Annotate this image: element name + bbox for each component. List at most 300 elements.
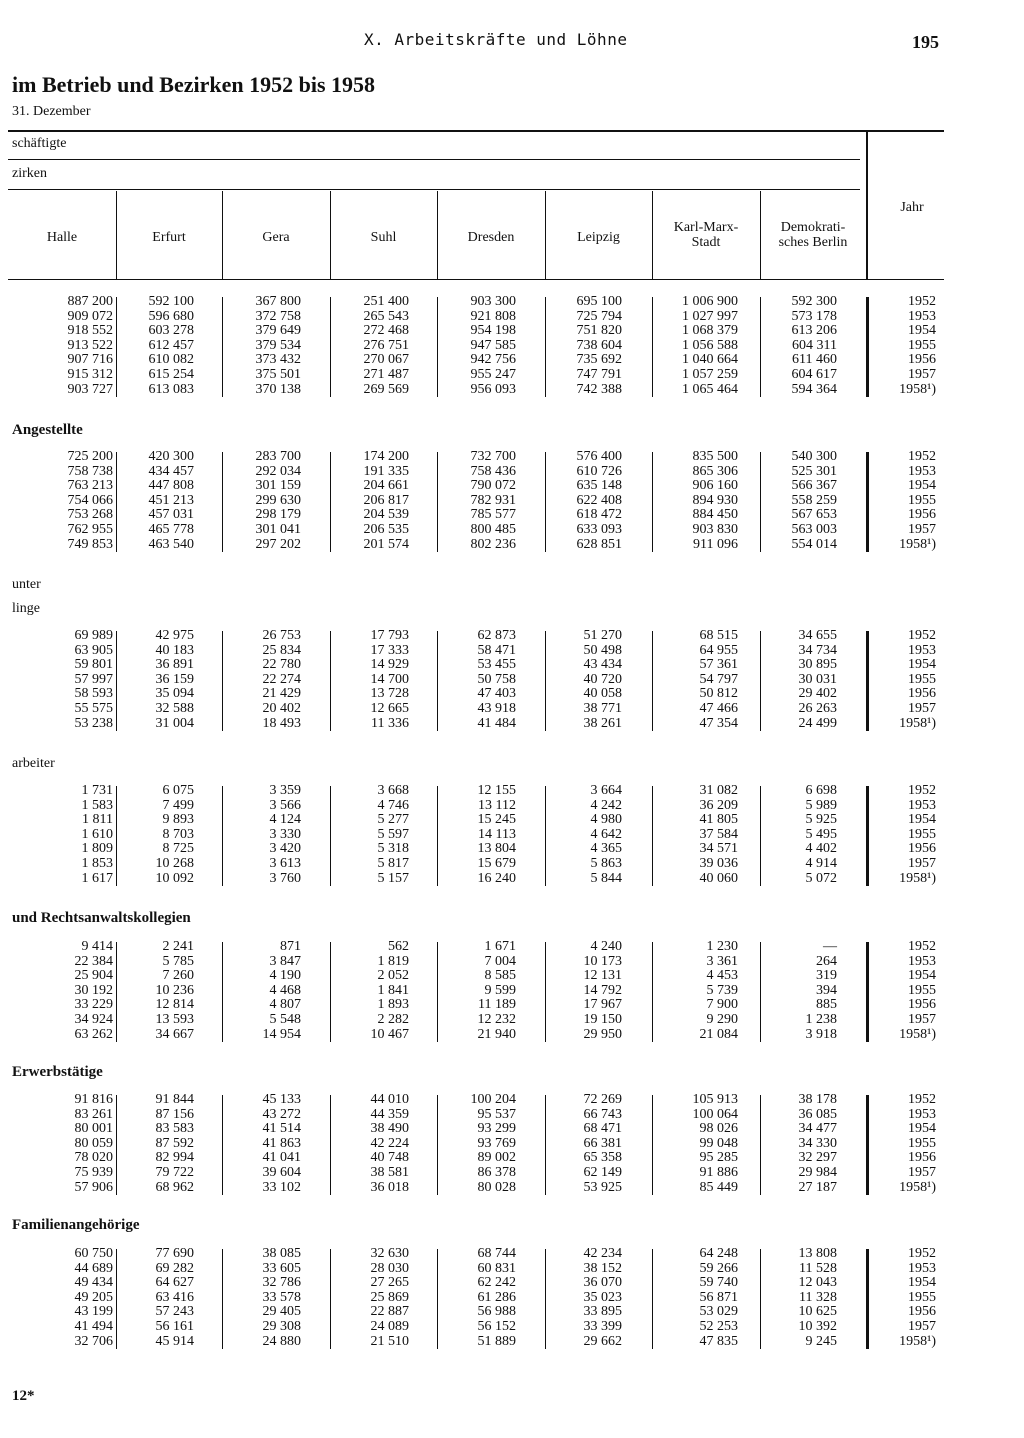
table-cell: 554 014	[791, 536, 837, 552]
table-cell: 903 300	[470, 294, 516, 309]
table-cell: 10 268	[155, 856, 194, 871]
table-cell: 563 003	[791, 522, 837, 537]
year-cell: 1955	[908, 1135, 936, 1151]
table-cell: 749 853	[67, 536, 113, 552]
table-cell: 24 499	[798, 715, 837, 731]
table-cell: 592 300	[791, 294, 837, 309]
table-cell: 30 192	[74, 982, 113, 998]
table-cell: 558 259	[791, 492, 837, 508]
table-cell: 301 159	[255, 478, 301, 494]
table-cell: 33 605	[262, 1260, 301, 1276]
table-cell: 5 277	[377, 812, 409, 828]
table-cell: 59 266	[699, 1260, 738, 1276]
table-cell: 906 160	[692, 478, 738, 494]
table-cell: 24 880	[262, 1333, 301, 1349]
table-cell: 38 261	[583, 715, 622, 731]
table-cell: 34 667	[155, 1026, 194, 1042]
table-cell: 4 190	[269, 968, 301, 984]
table-cell: 61 286	[477, 1289, 516, 1305]
table-cell: 10 092	[155, 870, 194, 886]
table-cell: 954 198	[470, 323, 516, 339]
header-rule-1	[8, 159, 860, 160]
table-cell: 379 534	[255, 337, 301, 353]
table-cell: 63 416	[155, 1289, 194, 1305]
table-cell: 21 084	[699, 1026, 738, 1042]
table-cell: 12 814	[155, 997, 194, 1013]
table-cell: 915 312	[67, 367, 113, 382]
table-cell: 58 593	[74, 686, 113, 702]
table-cell: 604 617	[791, 367, 837, 382]
table-cell: 38 490	[370, 1121, 409, 1137]
table-cell: 32 706	[74, 1333, 113, 1349]
table-cell: 1 056 588	[682, 337, 738, 353]
table-cell: 75 939	[74, 1165, 113, 1180]
running-title: X. Arbeitskräfte und Löhne	[364, 30, 628, 49]
table-cell: 10 236	[155, 982, 194, 998]
table-cell: 62 242	[477, 1275, 516, 1291]
table-cell: 465 778	[148, 522, 194, 537]
header-row-1-label: schäftigte	[12, 136, 67, 151]
year-cell: 1958¹)	[899, 381, 936, 397]
table-cell: 38 178	[798, 1092, 837, 1107]
table-cell: 24 089	[370, 1319, 409, 1334]
table-cell: 5 072	[805, 870, 837, 886]
year-cell: 1955	[908, 671, 936, 687]
table-cell: 5 495	[805, 826, 837, 842]
table-cell: 174 200	[363, 449, 409, 464]
table-cell: 13 593	[155, 1012, 194, 1027]
year-cell: 1956	[908, 507, 936, 523]
table-cell: 95 285	[699, 1150, 738, 1166]
section-label: arbeiter	[12, 756, 55, 771]
table-cell: 17 333	[370, 642, 409, 658]
table-cell: 9 290	[706, 1012, 738, 1027]
table-cell: 29 308	[262, 1319, 301, 1334]
table-cell: 40 720	[583, 671, 622, 687]
table-cell: 29 662	[583, 1333, 622, 1349]
year-cell: 1958¹)	[899, 1026, 936, 1042]
table-cell: 1 057 259	[682, 367, 738, 382]
year-cell: 1955	[908, 1289, 936, 1305]
table-cell: 1 238	[805, 1012, 837, 1027]
table-cell: 206 817	[363, 492, 409, 508]
table-cell: 58 471	[477, 642, 516, 658]
table-cell: 635 148	[576, 478, 622, 494]
table-cell: 57 361	[699, 657, 738, 673]
table-cell: 763 213	[67, 478, 113, 494]
table-cell: 21 940	[477, 1026, 516, 1042]
table-cell: 13 804	[477, 841, 516, 857]
table-cell: 29 405	[262, 1304, 301, 1320]
table-cell: 14 113	[478, 826, 516, 842]
table-cell: 36 891	[155, 657, 194, 673]
table-cell: 1 819	[377, 953, 409, 969]
table-cell: 283 700	[255, 449, 301, 464]
table-cell: 60 750	[74, 1246, 113, 1261]
table-cell: 41 863	[262, 1135, 301, 1151]
table-cell: 31 082	[699, 783, 738, 798]
table-cell: 4 453	[706, 968, 738, 984]
year-cell: 1954	[908, 1275, 936, 1291]
table-cell: 695 100	[576, 294, 622, 309]
table-cell: 5 597	[377, 826, 409, 842]
table-cell: 271 487	[363, 367, 409, 382]
table-cell: 6 698	[805, 783, 837, 798]
table-cell: 790 072	[470, 478, 516, 494]
table-cell: 50 758	[477, 671, 516, 687]
table-cell: 28 030	[370, 1260, 409, 1276]
table-cell: 5 157	[377, 870, 409, 886]
year-cell: 1955	[908, 826, 936, 842]
table-cell: 100 064	[692, 1106, 738, 1122]
section-label: Angestellte	[12, 422, 83, 438]
table-cell: 32 630	[370, 1246, 409, 1261]
table-cell: 83 583	[155, 1121, 194, 1137]
table-cell: 420 300	[148, 449, 194, 464]
table-cell: 576 400	[576, 449, 622, 464]
table-cell: 7 004	[484, 953, 516, 969]
table-cell: 802 236	[470, 536, 516, 552]
table-cell: 35 094	[155, 686, 194, 702]
year-cell: 1957	[908, 1012, 936, 1027]
table-cell: 39 604	[262, 1165, 301, 1180]
table-cell: 57 243	[155, 1304, 194, 1320]
table-cell: 2 241	[162, 939, 194, 954]
table-cell: 82 994	[155, 1150, 194, 1166]
table-cell: 18 493	[262, 715, 301, 731]
table-cell: 762 955	[67, 522, 113, 537]
table-cell: 447 808	[148, 478, 194, 494]
table-cell: 903 727	[67, 381, 113, 397]
table-cell: 42 234	[583, 1246, 622, 1261]
table-cell: 301 041	[255, 522, 301, 537]
table-cell: 40 060	[699, 870, 738, 886]
table-cell: 91 886	[699, 1165, 738, 1180]
table-cell: 201 574	[363, 536, 409, 552]
year-cell: 1952	[908, 783, 936, 798]
table-cell: 30 895	[798, 657, 837, 673]
table-cell: 64 627	[155, 1275, 194, 1291]
year-cell: 1952	[908, 449, 936, 464]
table-cell: 5 925	[805, 812, 837, 828]
year-cell: 1955	[908, 492, 936, 508]
header-top-rule	[8, 130, 944, 132]
table-cell: 264	[816, 953, 837, 969]
table-cell: 79 722	[155, 1165, 194, 1180]
table-cell: 3 420	[269, 841, 301, 857]
table-cell: 567 653	[791, 507, 837, 523]
table-cell: 98 026	[699, 1121, 738, 1137]
table-cell: 12 232	[477, 1012, 516, 1027]
table-cell: 894 930	[692, 492, 738, 508]
table-cell: 956 093	[470, 381, 516, 397]
table-cell: 1 583	[81, 797, 113, 813]
table-cell: 60 831	[477, 1260, 516, 1276]
table-cell: 3 668	[377, 783, 409, 798]
table-cell: 9 245	[805, 1333, 837, 1349]
table-cell: 725 794	[576, 308, 622, 324]
table-cell: 206 535	[363, 522, 409, 537]
table-cell: 618 472	[576, 507, 622, 523]
table-cell: 3 847	[269, 953, 301, 969]
year-cell: 1952	[908, 1246, 936, 1261]
table-cell: 4 365	[590, 841, 622, 857]
table-cell: 871	[280, 939, 301, 954]
table-cell: 434 457	[148, 463, 194, 479]
table-cell: 26 753	[262, 628, 301, 643]
table-cell: 191 335	[363, 463, 409, 479]
table-cell: 87 592	[155, 1135, 194, 1151]
table-cell: 53 455	[477, 657, 516, 673]
table-cell: 44 689	[74, 1260, 113, 1276]
year-cell: 1957	[908, 522, 936, 537]
table-cell: 19 150	[583, 1012, 622, 1027]
table-cell: 5 548	[269, 1012, 301, 1027]
table-cell: 21 510	[370, 1333, 409, 1349]
table-cell: 59 801	[74, 657, 113, 673]
table-cell: 14 792	[583, 982, 622, 998]
table-cell: 33 102	[262, 1179, 301, 1195]
table-cell: 57 906	[74, 1179, 113, 1195]
table-cell: 1 671	[484, 939, 516, 954]
page-number: 195	[912, 32, 939, 52]
table-cell: 3 359	[269, 783, 301, 798]
table-cell: 80 001	[74, 1121, 113, 1137]
col-header-erfurt: Erfurt	[152, 230, 186, 245]
table-cell: 11 336	[371, 715, 409, 731]
table-cell: 5 817	[377, 856, 409, 871]
table-cell: 93 299	[477, 1121, 516, 1137]
table-cell: 785 577	[470, 507, 516, 523]
table-cell: 64 248	[699, 1246, 738, 1261]
table-cell: 12 131	[583, 968, 622, 984]
table-cell: 918 552	[67, 323, 113, 339]
table-cell: 1 040 664	[682, 352, 738, 368]
table-cell: 4 240	[590, 939, 622, 954]
table-cell: 612 457	[148, 337, 194, 353]
page-title: im Betrieb und Bezirken 1952 bis 1958	[12, 72, 376, 97]
table-cell: 372 758	[255, 308, 301, 324]
table-cell: 69 989	[74, 628, 113, 643]
table-cell: 34 330	[798, 1135, 837, 1151]
table-cell: 25 869	[370, 1289, 409, 1305]
table-cell: 909 072	[67, 308, 113, 324]
table-cell: 11 528	[799, 1260, 837, 1276]
table-cell: 10 625	[798, 1304, 837, 1320]
table-cell: 45 914	[155, 1333, 194, 1349]
table-cell: 615 254	[148, 367, 194, 382]
table-cell: 751 820	[576, 323, 622, 339]
table-cell: 14 929	[370, 657, 409, 673]
table-cell: 8 703	[162, 826, 194, 842]
table-cell: 83 261	[74, 1106, 113, 1122]
table-cell: 800 485	[470, 522, 516, 537]
year-col-sep	[866, 132, 868, 279]
table-cell: 17 793	[370, 628, 409, 643]
table-cell: 20 402	[262, 701, 301, 716]
table-cell: 41 805	[699, 812, 738, 828]
table-cell: 942 756	[470, 352, 516, 368]
table-cell: 735 692	[576, 352, 622, 368]
table-cell: 4 746	[377, 797, 409, 813]
table-cell: 903 830	[692, 522, 738, 537]
table-cell: 566 367	[791, 478, 837, 494]
table-cell: 7 900	[706, 997, 738, 1013]
table-cell: 1 230	[706, 939, 738, 954]
table-cell: 36 018	[370, 1179, 409, 1195]
table-cell: 12 155	[477, 783, 516, 798]
table-cell: 592 100	[148, 294, 194, 309]
table-cell: 594 364	[791, 381, 837, 397]
section-label-line-2: linge	[12, 601, 40, 616]
section-label: und Rechtsanwaltskollegien	[12, 910, 191, 926]
table-cell: 611 460	[792, 352, 837, 368]
table-cell: 36 159	[155, 671, 194, 687]
table-cell: 95 537	[477, 1106, 516, 1122]
page-subtitle: 31. Dezember	[12, 104, 91, 119]
table-cell: 5 785	[162, 953, 194, 969]
table-cell: 3 613	[269, 856, 301, 871]
table-cell: 34 655	[798, 628, 837, 643]
table-cell: 272 468	[363, 323, 409, 339]
year-cell: 1954	[908, 812, 936, 828]
year-cell: 1957	[908, 1319, 936, 1334]
table-cell: 269 569	[363, 381, 409, 397]
table-cell: 394	[816, 982, 837, 998]
table-cell: 633 093	[576, 522, 622, 537]
table-cell: 913 522	[67, 337, 113, 353]
table-cell: 604 311	[792, 337, 837, 353]
table-cell: 297 202	[255, 536, 301, 552]
table-cell: 12 043	[798, 1275, 837, 1291]
table-cell: 27 187	[798, 1179, 837, 1195]
table-cell: 57 997	[74, 671, 113, 687]
table-cell: 742 388	[576, 381, 622, 397]
table-cell: 34 734	[798, 642, 837, 658]
year-cell: 1956	[908, 1150, 936, 1166]
table-cell: 86 378	[477, 1165, 516, 1180]
table-cell: 100 204	[470, 1092, 516, 1107]
table-cell: 573 178	[791, 308, 837, 324]
table-cell: 4 980	[590, 812, 622, 828]
table-cell: 4 642	[590, 826, 622, 842]
table-cell: 3 760	[269, 870, 301, 886]
table-cell: 754 066	[67, 492, 113, 508]
table-cell: 11 328	[799, 1289, 837, 1305]
year-cell: 1955	[908, 982, 936, 998]
table-cell: 525 301	[791, 463, 837, 479]
table-cell: 1 811	[82, 812, 113, 828]
table-cell: 47 835	[699, 1333, 738, 1349]
table-cell: 921 808	[470, 308, 516, 324]
year-cell: 1958¹)	[899, 1179, 936, 1195]
year-cell: 1954	[908, 1121, 936, 1137]
table-cell: 15 245	[477, 812, 516, 828]
table-cell: 753 268	[67, 507, 113, 523]
year-cell: 1954	[908, 657, 936, 673]
table-cell: 1 027 997	[682, 308, 738, 324]
table-cell: 29 950	[583, 1026, 622, 1042]
table-cell: 50 812	[699, 686, 738, 702]
table-cell: 80 028	[477, 1179, 516, 1195]
table-cell: 370 138	[255, 381, 301, 397]
year-cell: 1958¹)	[899, 1333, 936, 1349]
table-cell: 622 408	[576, 492, 622, 508]
table-cell: 4 124	[269, 812, 301, 828]
table-cell: 5 844	[590, 870, 622, 886]
table-cell: 51 889	[477, 1333, 516, 1349]
table-cell: 3 361	[706, 953, 738, 969]
table-cell: 204 539	[363, 507, 409, 523]
table-cell: 68 744	[477, 1246, 516, 1261]
table-cell: 3 664	[590, 783, 622, 798]
table-cell: 43 272	[262, 1106, 301, 1122]
table-cell: 540 300	[791, 449, 837, 464]
table-cell: 603 278	[148, 323, 194, 339]
table-cell: 463 540	[148, 536, 194, 552]
year-cell: 1958¹)	[899, 870, 936, 886]
table-cell: 298 179	[255, 507, 301, 523]
table-cell: 379 649	[255, 323, 301, 339]
col-header-karl-marx-stadt: Karl-Marx- Stadt	[673, 220, 739, 250]
year-cell: 1958¹)	[899, 715, 936, 731]
year-cell: 1953	[908, 953, 936, 969]
table-cell: 41 041	[262, 1150, 301, 1166]
table-cell: 8 585	[484, 968, 516, 984]
year-cell: 1955	[908, 337, 936, 353]
table-cell: 50 498	[583, 642, 622, 658]
table-cell: 319	[816, 968, 837, 984]
table-cell: 40 748	[370, 1150, 409, 1166]
section-label: unter	[12, 577, 41, 592]
table-cell: 5 739	[706, 982, 738, 998]
year-cell: 1954	[908, 323, 936, 339]
table-cell: 738 604	[576, 337, 622, 353]
header-rule-2	[8, 189, 860, 190]
year-cell: 1957	[908, 1165, 936, 1180]
table-cell: 40 183	[155, 642, 194, 658]
section-label: Familienangehörige	[12, 1217, 140, 1233]
table-cell: 6 075	[162, 783, 194, 798]
table-cell: 33 399	[583, 1319, 622, 1334]
year-cell: 1953	[908, 797, 936, 813]
table-cell: 4 242	[590, 797, 622, 813]
table-cell: 2 282	[377, 1012, 409, 1027]
table-cell: 1 068 379	[682, 323, 738, 339]
table-cell: 562	[388, 939, 409, 954]
table-cell: 78 020	[74, 1150, 113, 1166]
table-cell: 69 282	[155, 1260, 194, 1276]
table-cell: 38 152	[583, 1260, 622, 1276]
table-cell: 13 728	[370, 686, 409, 702]
table-cell: 9 893	[162, 812, 194, 828]
table-cell: 43 918	[477, 701, 516, 716]
table-cell: 89 002	[477, 1150, 516, 1166]
table-cell: 16 240	[477, 870, 516, 886]
table-cell: 62 149	[583, 1165, 622, 1180]
table-cell: 56 161	[155, 1319, 194, 1334]
table-cell: 64 955	[699, 642, 738, 658]
table-cell: 55 575	[74, 701, 113, 716]
table-cell: 955 247	[470, 367, 516, 382]
table-cell: 276 751	[363, 337, 409, 353]
table-cell: 85 449	[699, 1179, 738, 1195]
table-cell: 47 466	[699, 701, 738, 716]
table-cell: 15 679	[477, 856, 516, 871]
table-cell: 865 306	[692, 463, 738, 479]
table-cell: 451 213	[148, 492, 194, 508]
table-cell: 37 584	[699, 826, 738, 842]
